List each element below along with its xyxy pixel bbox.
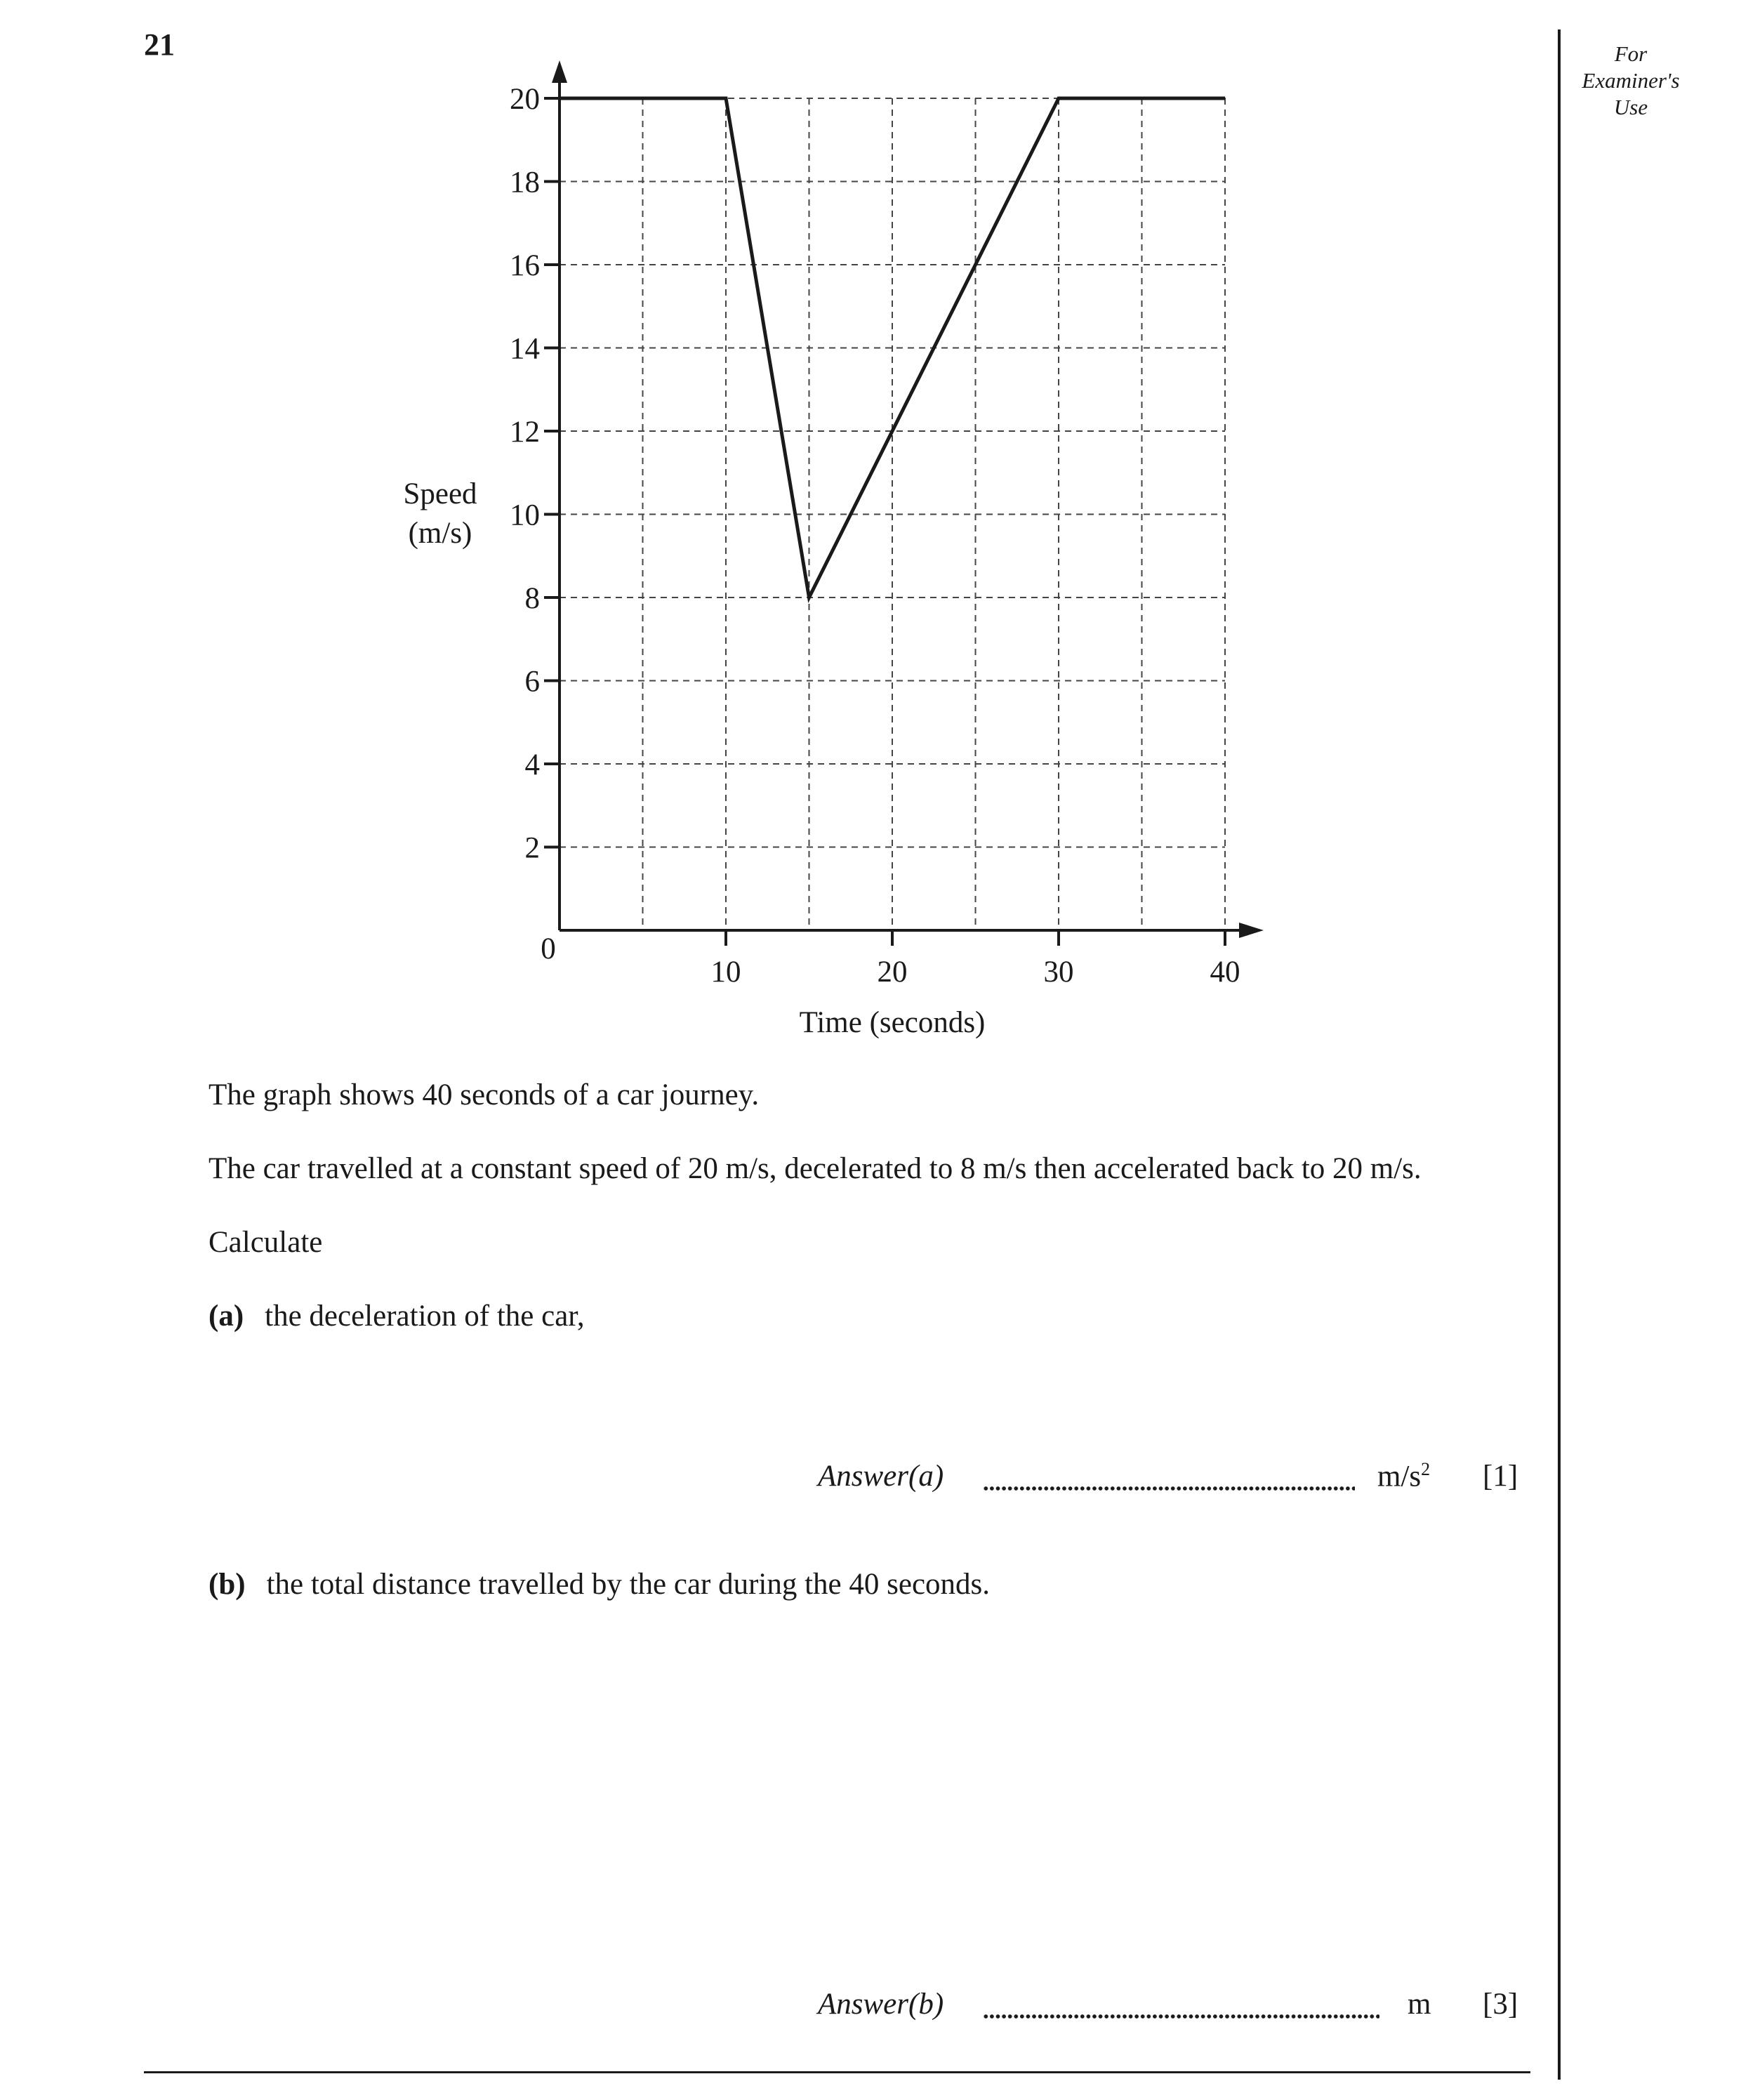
part-b-question (208, 1567, 990, 1602)
answer-a-unit-base: m/s (1377, 1460, 1422, 1493)
y-tick-label: 18 (510, 166, 540, 199)
chart-axes (552, 60, 1264, 938)
y-tick-label: 10 (510, 498, 540, 532)
y-axis-arrow (552, 60, 567, 83)
answer-a-unit (1377, 1459, 1430, 1493)
data-point (1224, 98, 1226, 99)
y-tick-label: 12 (510, 416, 540, 449)
y-tick-label: 6 (524, 665, 540, 699)
answer-b-label: Answer(b) (818, 1988, 944, 2021)
examiner-line-2: Examiner's (1582, 68, 1680, 93)
x-tick-label: 40 (1210, 956, 1240, 989)
speed-time-graph (0, 0, 1334, 1067)
x-axis-label: Time (seconds) (799, 1006, 986, 1039)
part-b-label: (b) (208, 1568, 246, 1601)
x-axis-arrow (1239, 923, 1264, 938)
y-tick-label: 20 (510, 83, 540, 116)
chart-labels (403, 477, 985, 1039)
x-tick-label: 10 (710, 956, 741, 989)
answer-a-line[interactable] (983, 1485, 1355, 1492)
answer-b-line[interactable] (983, 2013, 1379, 2020)
x-tick-label: 20 (877, 956, 908, 989)
answer-b-unit: m (1408, 1988, 1431, 2021)
bottom-rule (144, 2071, 1530, 2073)
chart-ticks (510, 83, 1240, 989)
y-tick-label: 16 (510, 249, 540, 282)
y-tick-label: 14 (510, 332, 540, 366)
intro-text: The graph shows 40 seconds of a car journey. (208, 1078, 760, 1111)
examiner-line-3: Use (1613, 95, 1648, 119)
chart-grid (560, 98, 1225, 930)
y-tick-label: 8 (524, 582, 540, 615)
origin-label: 0 (541, 932, 556, 965)
data-point (809, 597, 810, 598)
y-axis-label-line: Speed (403, 477, 477, 510)
examiner-line-1: For (1614, 41, 1648, 66)
data-point (559, 98, 560, 99)
data-point (725, 98, 727, 99)
calculate-text: Calculate (208, 1226, 323, 1259)
answer-a-unit-sup: 2 (1421, 1459, 1431, 1479)
part-a-label: (a) (208, 1300, 244, 1333)
y-tick-label: 2 (524, 831, 540, 865)
answer-a-label: Answer(a) (818, 1460, 944, 1493)
answer-b-marks: [3] (1483, 1988, 1518, 2021)
y-axis-label-line: (m/s) (408, 517, 472, 550)
question-number: 21 (144, 27, 175, 62)
examiner-margin-line (1558, 29, 1561, 2080)
examiner-use-box (1564, 41, 1697, 121)
y-tick-label: 4 (524, 748, 540, 781)
data-point (1058, 98, 1059, 99)
part-a-question (208, 1299, 585, 1333)
x-tick-label: 30 (1043, 956, 1074, 989)
detail-text: The car travelled at a constant speed of 20 m/s, decelerated to 8 m/s then accelerated back to 20 m/s. (208, 1152, 1422, 1185)
part-b-text: the total distance travelled by the car during the 40 seconds. (266, 1568, 991, 1601)
part-a-text: the deceleration of the car, (265, 1300, 585, 1333)
answer-a-marks: [1] (1483, 1460, 1518, 1493)
